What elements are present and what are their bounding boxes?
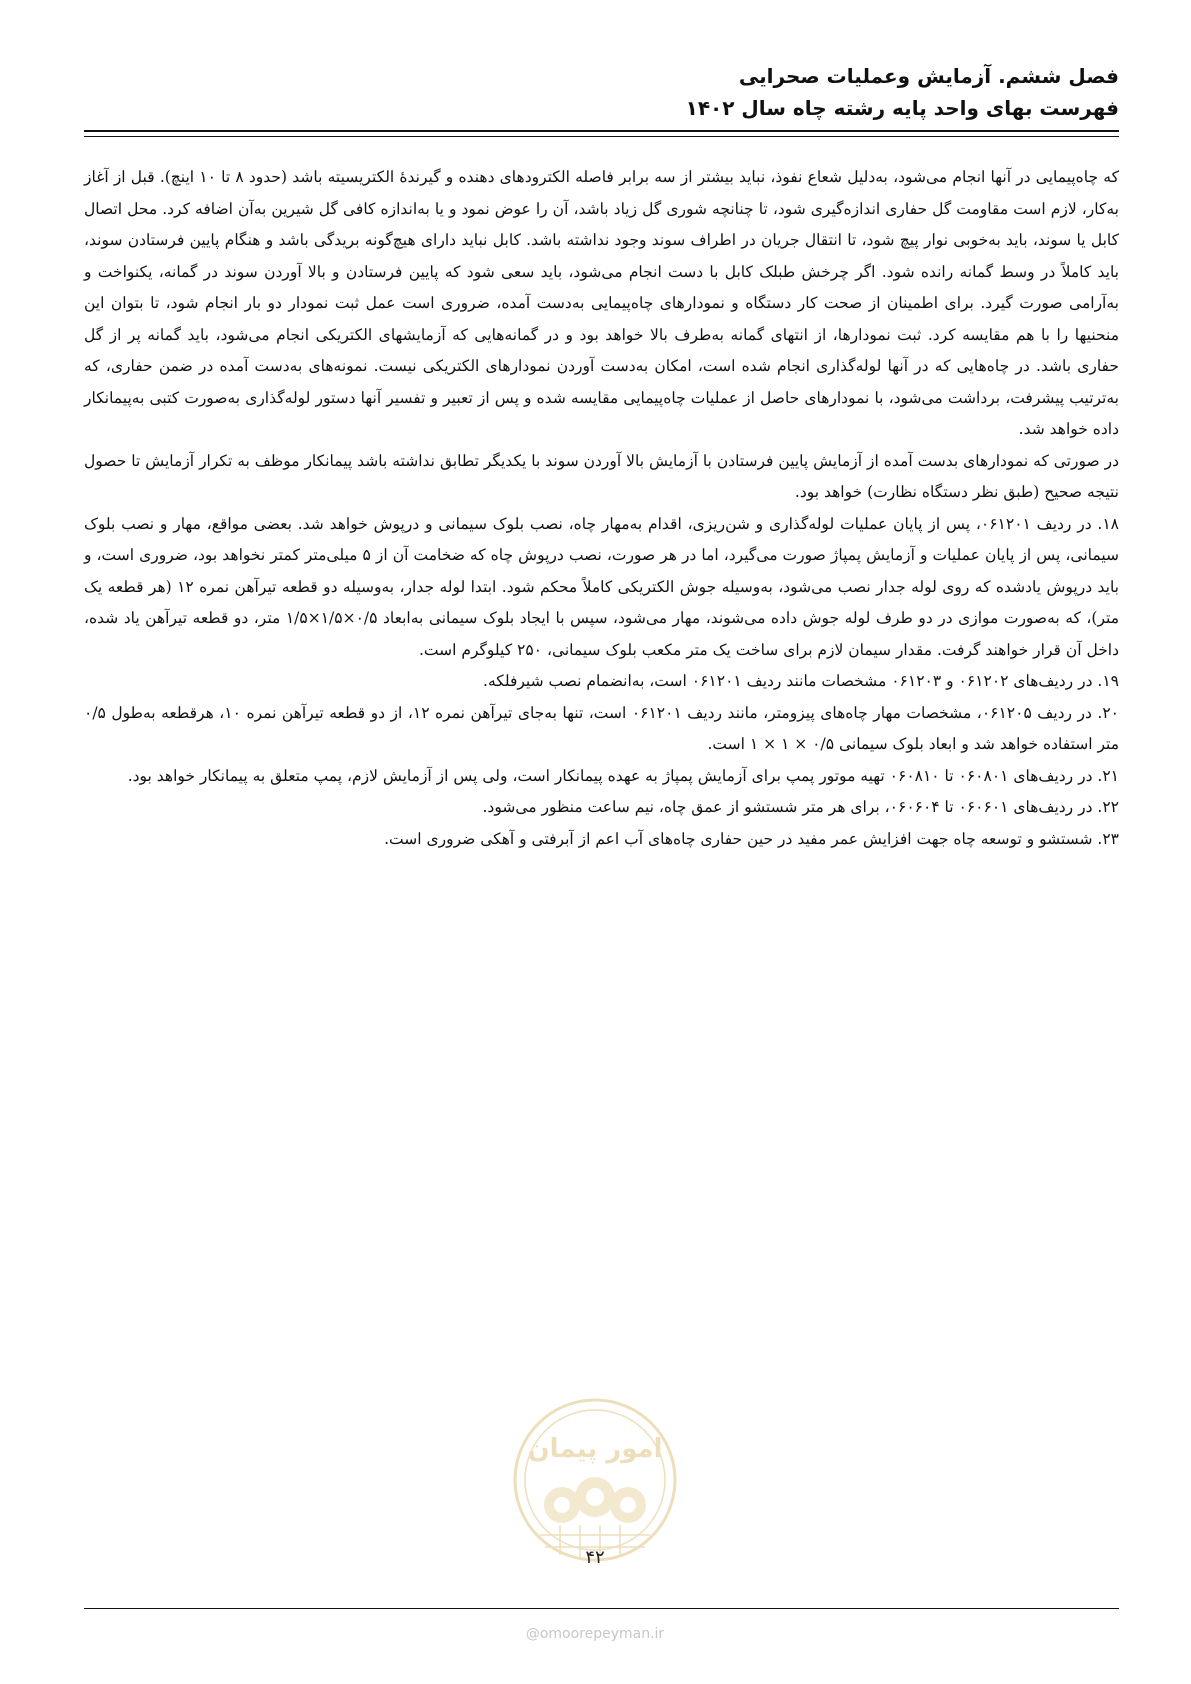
page-number: ۴۲	[585, 1547, 605, 1568]
header-rule-thick	[84, 130, 1119, 132]
paragraph-item-19: ۱۹. در ردیف‌های ۰۶۱۲۰۲ و ۰۶۱۲۰۳ مشخصات مانند ردیف ۰۶۱۲۰۱ است، به‌انضمام نصب شیرفلکه.	[483, 672, 1119, 690]
paragraph-item-23: ۲۳. شستشو و توسعه چاه جهت افزایش عمر مفید در حین حفاری چاه‌های آب اعم از آبرفتی و آهکی ضروری است.	[384, 829, 1119, 848]
footer-website: @omoorepeyman.ir	[525, 1626, 665, 1642]
chapter-title: فصل ششم. آزمایش وعملیات صحرایی	[738, 64, 1119, 88]
body-text	[84, 162, 1119, 855]
paragraph-item-18: ۱۸. در ردیف ۰۶۱۲۰۱، پس از پایان عملیات لوله‌گذاری و شن‌ریزی، اقدام به‌مهار چاه، نصب بلوک سیمانی و درپوش خواهد شد. بعضی مواقع، مهار و نصب بلوک سیمانی، پس از پایان عملیات و آزمایش پمپاژ صورت می‌گیرد، اما در هر صورت، نصب درپوش چاه که ضخامت آن از ۵ میلی‌متر کمتر نخواهد بود، ضروری است، و باید درپوش یادشده که روی لوله جدار نصب می‌شود، به‌وسیله جوش الکتریکی کاملاً محکم شود. ابتدا لوله جدار، به‌وسیله دو قطعه تیرآهن نمره ۱۲ (هر قطعه یک متر)، که به‌صورت موازی در دو طرف لوله جوش داده می‌شوند، مهار می‌شود، سپس با ایجاد بلوک سیمانی به‌ابعاد ۰/۵×۱/۵×۱/۵ متر، دو قطعه تیرآهن یاد شده، داخل آن قرار خواهند گرفت. مقدار سیمان لازم برای ساخت یک متر مکعب بلوک سیمانی، ۲۵۰ کیلوگرم است.	[84, 514, 1120, 659]
footer-rule	[84, 1608, 1119, 1609]
page-header	[84, 60, 1119, 124]
header-rule-thin	[84, 136, 1119, 137]
paragraph-item-20: ۲۰. در ردیف ۰۶۱۲۰۵، مشخصات مهار چاه‌های پیزومتر، مانند ردیف ۰۶۱۲۰۱ است، تنها به‌جای تیرآهن نمره ۱۲، از دو قطعه تیرآهن نمره ۱۰، هرقطعه به‌طول ۰/۵ متر استفاده خواهد شد و ابعاد بلوک سیمانی ۰/۵ × ۱ × ۱ است.	[84, 703, 1120, 753]
paragraph-item-21: ۲۱. در ردیف‌های ۰۶۰۸۰۱ تا ۰۶۰۸۱۰ تهیه موتور پمپ برای آزمایش پمپاژ به عهده پیمانکار است، ولی پس از آزمایش لازم، پمپ متعلق به پیمانکار خواهد بود.	[127, 766, 1119, 785]
paragraph-well-logging: که چاه‌پیمایی در آنها انجام می‌شود، به‌دلیل شعاع نفوذ، نباید بیشتر از سه برابر فاصله الکترودهای دهنده و گیرندهٔ الکتریسیته باشد (حدود ۸ تا ۱۰ اینچ). قبل از آغاز به‌کار، لازم است مقاومت گل حفاری اندازه‌گیری شود، تا چنانچه شوری گل زیاد باشد، آن را عوض نمود و یا به‌اندازه کافی گل شیرین به‌آن اضافه کرد. محل اتصال کابل یا سوند، باید به‌خوبی نوار پیچ شود، تا انتقال جریان در اطراف سوند وجود نداشته باشد. کابل نباید دارای هیچ‌گونه بریدگی باشد و هنگام پایین فرستادن سوند، باید کاملاً در وسط گمانه رانده شود. اگر چرخش طبلک کابل با دست انجام می‌شود، باید سعی شود که پایین فرستادن و بالا آوردن سوند در گمانه، یکنواخت و به‌آرامی صورت گیرد. برای اطمینان از صحت کار دستگاه و نمودارهای چاه‌پیمایی به‌دست آمده، ضروری است عمل ثبت نمودار دو بار انجام شود، تا بتوان این منحنیها را با هم مقایسه کرد. ثبت نمودارها، از انتهای گمانه به‌طرف بالا خواهد بود و در گمانه‌هایی که آزمایشهای الکتریکی انجام می‌شود، باید گمانه پر از گل حفاری باشد. در چاه‌هایی که در آنها لوله‌گذاری انجام شده است، امکان به‌دست آوردن نمودارهای الکتریکی نیست. نمونه‌های به‌دست آمده در ضمن حفاری، که به‌ترتیب پیشرفت، برداشت می‌شود، با نمودارهای حاصل از عملیات چاه‌پیمایی مقایسه شده و پس از تعبیر و تفسیر آنها دستور لوله‌گذاری به‌صورت کتبی به‌پیمانکار داده خواهد شد.	[84, 168, 1119, 438]
watermark-text: امور پیمان	[527, 1434, 663, 1464]
document-title: فهرست بهای واحد پایه رشته چاه سال ۱۴۰۲	[685, 96, 1119, 120]
paragraph-item-22: ۲۲. در ردیف‌های ۰۶۰۶۰۱ تا ۰۶۰۶۰۴، برای هر متر شستشو از عمق چاه، نیم ساعت منظور می‌شود.	[482, 798, 1119, 816]
paragraph-log-mismatch: در صورتی که نمودارهای بدست آمده از آزمایش پایین فرستادن با آزمایش بالا آوردن سوند با یکدیگر تطابق نداشته باشد پیمانکار موظف به تکرار آزمایش تا حصول نتیجه صحیح (طبق نظر دستگاه نظارت) خواهد بود.	[84, 451, 1119, 501]
